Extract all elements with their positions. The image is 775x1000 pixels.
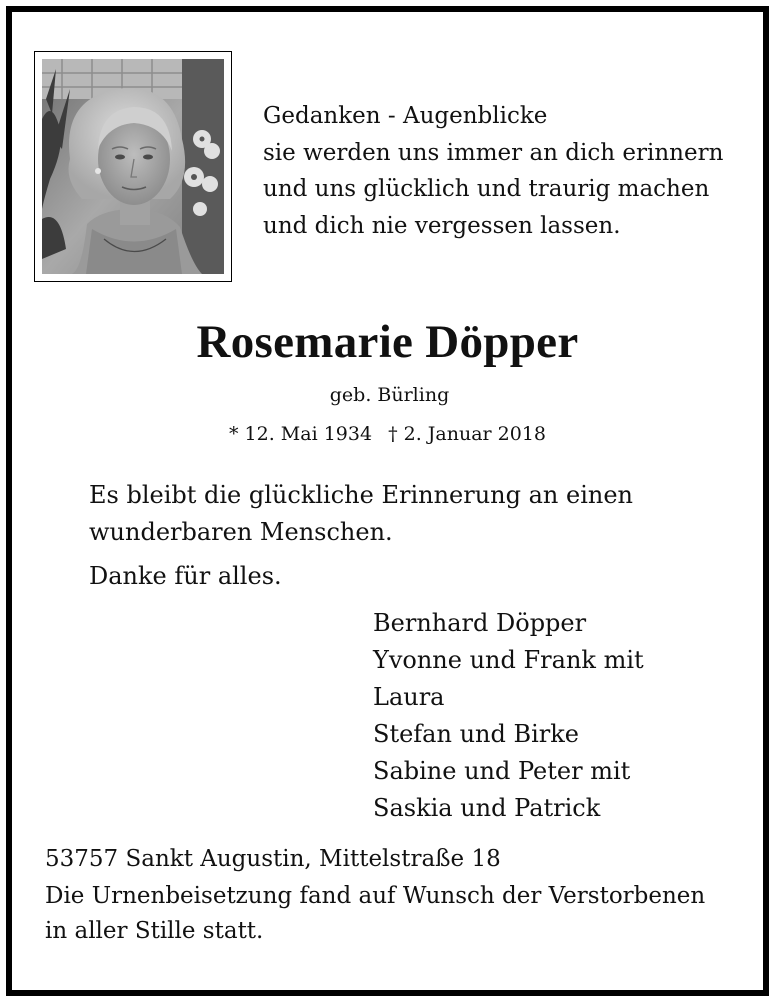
- deceased-name: Rosemarie Döpper: [196, 316, 579, 368]
- mourner-line: Laura: [373, 683, 445, 711]
- portrait-frame: [34, 51, 232, 282]
- birth-date: * 12. Mai 1934: [229, 423, 373, 445]
- poem-text: [263, 98, 723, 244]
- address: 53757 Sankt Augustin, Mittelstraße 18: [45, 846, 501, 872]
- mourner-line: Stefan und Birke: [373, 720, 580, 748]
- death-date: † 2. Januar 2018: [388, 423, 546, 445]
- birth-name: geb. Bürling: [329, 384, 450, 406]
- poem-line: und uns glücklich und traurig machen: [263, 176, 710, 202]
- burial-notice-line: Die Urnenbeisetzung fand auf Wunsch der Verstorbenen: [45, 883, 706, 909]
- burial-notice-line: in aller Stille statt.: [45, 918, 264, 944]
- farewell-message: [89, 477, 633, 595]
- life-dates: [0, 421, 775, 447]
- mourners-list: [373, 605, 644, 827]
- portrait-photo: [42, 59, 224, 274]
- mourner-line: Yvonne und Frank mit: [373, 646, 644, 674]
- mourner-line: Saskia und Patrick: [373, 794, 601, 822]
- mourner-line: Sabine und Peter mit: [373, 757, 631, 785]
- mourner-line: Bernhard Döpper: [373, 609, 587, 637]
- thanks-line: Danke für alles.: [89, 562, 282, 590]
- poem-line: sie werden uns immer an dich erinnern: [263, 139, 724, 166]
- message-line: Es bleibt die glückliche Erinnerung an einen: [89, 481, 634, 509]
- message-line: wunderbaren Menschen.: [89, 517, 393, 546]
- poem-line: Gedanken - Augenblicke: [263, 103, 548, 129]
- notice-footer: [45, 842, 705, 949]
- poem-line: und dich nie vergessen lassen.: [263, 212, 621, 239]
